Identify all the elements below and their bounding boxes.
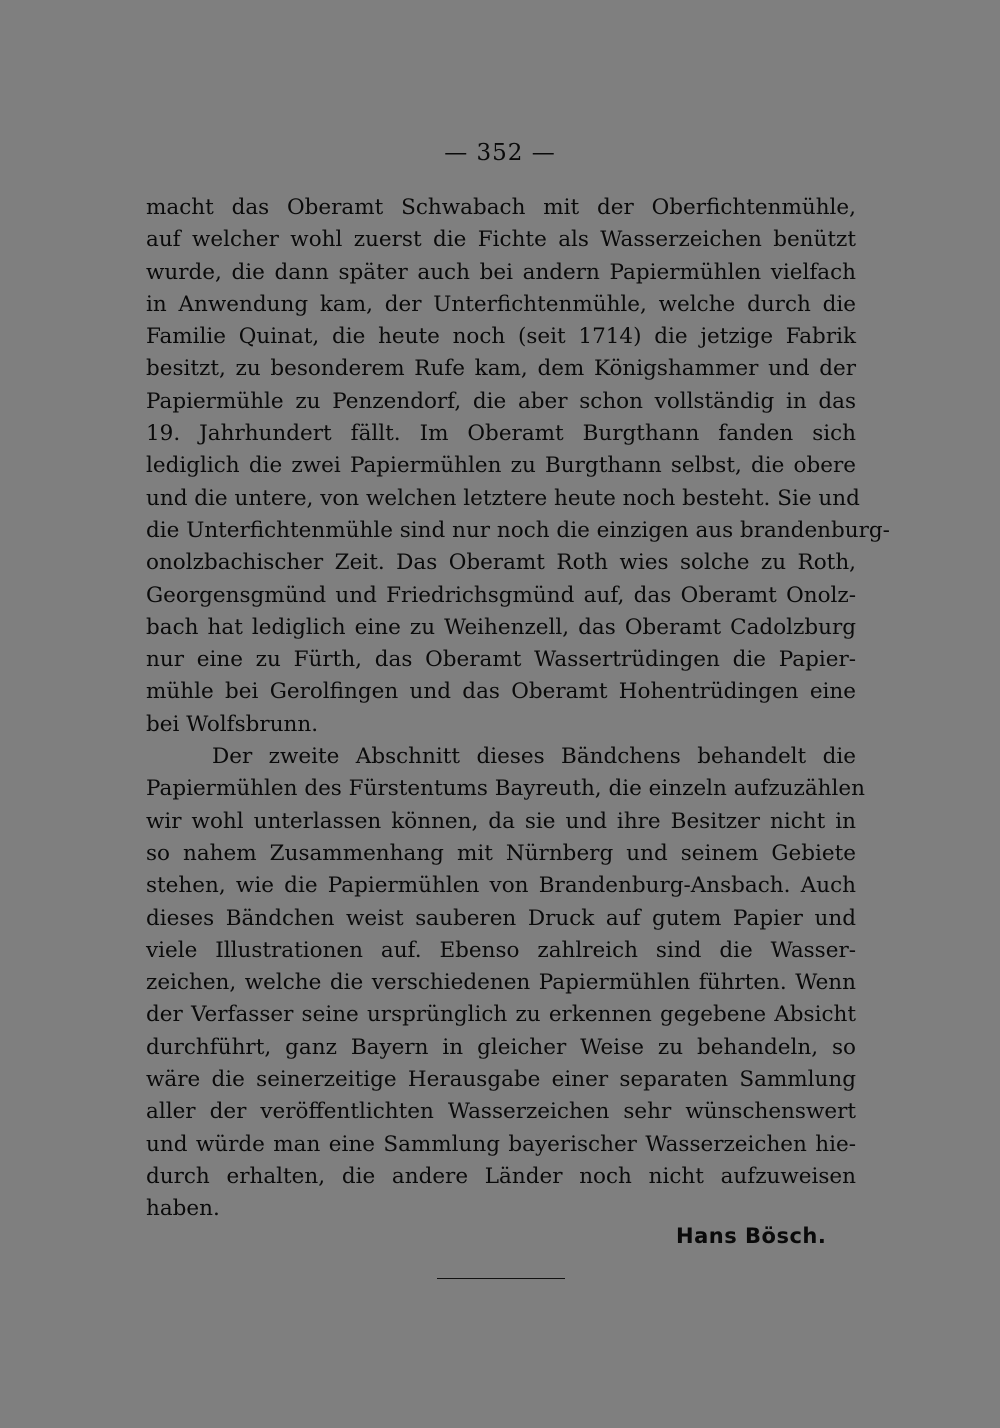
text-line: nur eine zu Fürth, das Oberamt Wassertrüdingen die Papier- bbox=[146, 647, 856, 673]
text-line: macht das Oberamt Schwabach mit der Oberfichtenmühle, bbox=[146, 195, 856, 220]
text-line: bach hat lediglich eine zu Weihenzell, das Oberamt Cadolzburg bbox=[146, 614, 856, 640]
text-line: zeichen, welche die verschiedenen Papiermühlen führten. Wenn bbox=[146, 970, 856, 996]
text-line: dieses Bändchen weist sauberen Druck auf gutem Papier und bbox=[146, 905, 856, 931]
text-line: Papiermühle zu Penzendorf, die aber schon vollständig in das bbox=[146, 388, 856, 414]
author-signature: Hans Bösch. bbox=[676, 1224, 827, 1248]
text-line: onolzbachischer Zeit. Das Oberamt Roth wies solche zu Roth, bbox=[146, 550, 856, 576]
paragraph-2 bbox=[146, 741, 865, 1225]
text-line: Familie Quinat, die heute noch (seit 1714) die jetzige Fabrik bbox=[146, 324, 856, 350]
text-line: wir wohl unterlassen können, da sie und ihre Besitzer nicht in bbox=[146, 808, 856, 834]
text-line: Der zweite Abschnitt dieses Bändchens behandelt die bbox=[212, 744, 856, 770]
text-line: durchführt, ganz Bayern in gleicher Weise zu behandeln, so bbox=[146, 1034, 856, 1060]
text-line: wäre die seinerzeitige Herausgabe einer separaten Sammlung bbox=[146, 1067, 856, 1093]
text-line: aller der veröffentlichten Wasserzeichen sehr wünschenswert bbox=[146, 1099, 856, 1125]
text-line: bei Wolfsbrunn. bbox=[146, 711, 319, 737]
text-line: der Verfasser seine ursprünglich zu erkennen gegebene Absicht bbox=[146, 1002, 856, 1028]
text-line: haben. bbox=[146, 1196, 220, 1222]
text-line: 19. Jahrhundert fällt. Im Oberamt Burgthann fanden sich bbox=[146, 421, 856, 447]
text-line: viele Illustrationen auf. Ebenso zahlreich sind die Wasser- bbox=[146, 937, 856, 963]
text-line: stehen, wie die Papiermühlen von Brandenburg-Ansbach. Auch bbox=[146, 873, 856, 899]
text-line: auf welcher wohl zuerst die Fichte als Wasserzeichen benützt bbox=[146, 227, 856, 253]
end-rule-divider bbox=[437, 1278, 565, 1279]
paragraph-1 bbox=[146, 192, 890, 741]
text-line: durch erhalten, die andere Länder noch nicht aufzuweisen bbox=[146, 1163, 856, 1189]
text-line: Papiermühlen des Fürstentums Bayreuth, die einzeln aufzuzählen bbox=[146, 776, 865, 802]
text-line: die Unterfichtenmühle sind nur noch die einzigen aus brandenburg- bbox=[146, 517, 890, 543]
text-line: besitzt, zu besonderem Rufe kam, dem Königshammer und der bbox=[146, 356, 856, 382]
text-line: mühle bei Gerolfingen und das Oberamt Hohentrüdingen eine bbox=[146, 679, 856, 705]
text-line: und die untere, von welchen letztere heute noch besteht. Sie und bbox=[146, 485, 860, 511]
text-line: Georgensgmünd und Friedrichsgmünd auf, das Oberamt Onolz- bbox=[146, 582, 856, 608]
text-line: so nahem Zusammenhang mit Nürnberg und seinem Gebiete bbox=[146, 840, 856, 866]
page-number: — 352 — bbox=[444, 140, 556, 166]
body-text bbox=[146, 192, 890, 1226]
text-line: wurde, die dann später auch bei andern Papiermühlen vielfach bbox=[146, 259, 856, 285]
text-line: in Anwendung kam, der Unterfichtenmühle, welche durch die bbox=[146, 291, 856, 317]
text-line: lediglich die zwei Papiermühlen zu Burgthann selbst, die obere bbox=[146, 453, 856, 479]
text-line: und würde man eine Sammlung bayerischer Wasserzeichen hie- bbox=[146, 1131, 856, 1157]
